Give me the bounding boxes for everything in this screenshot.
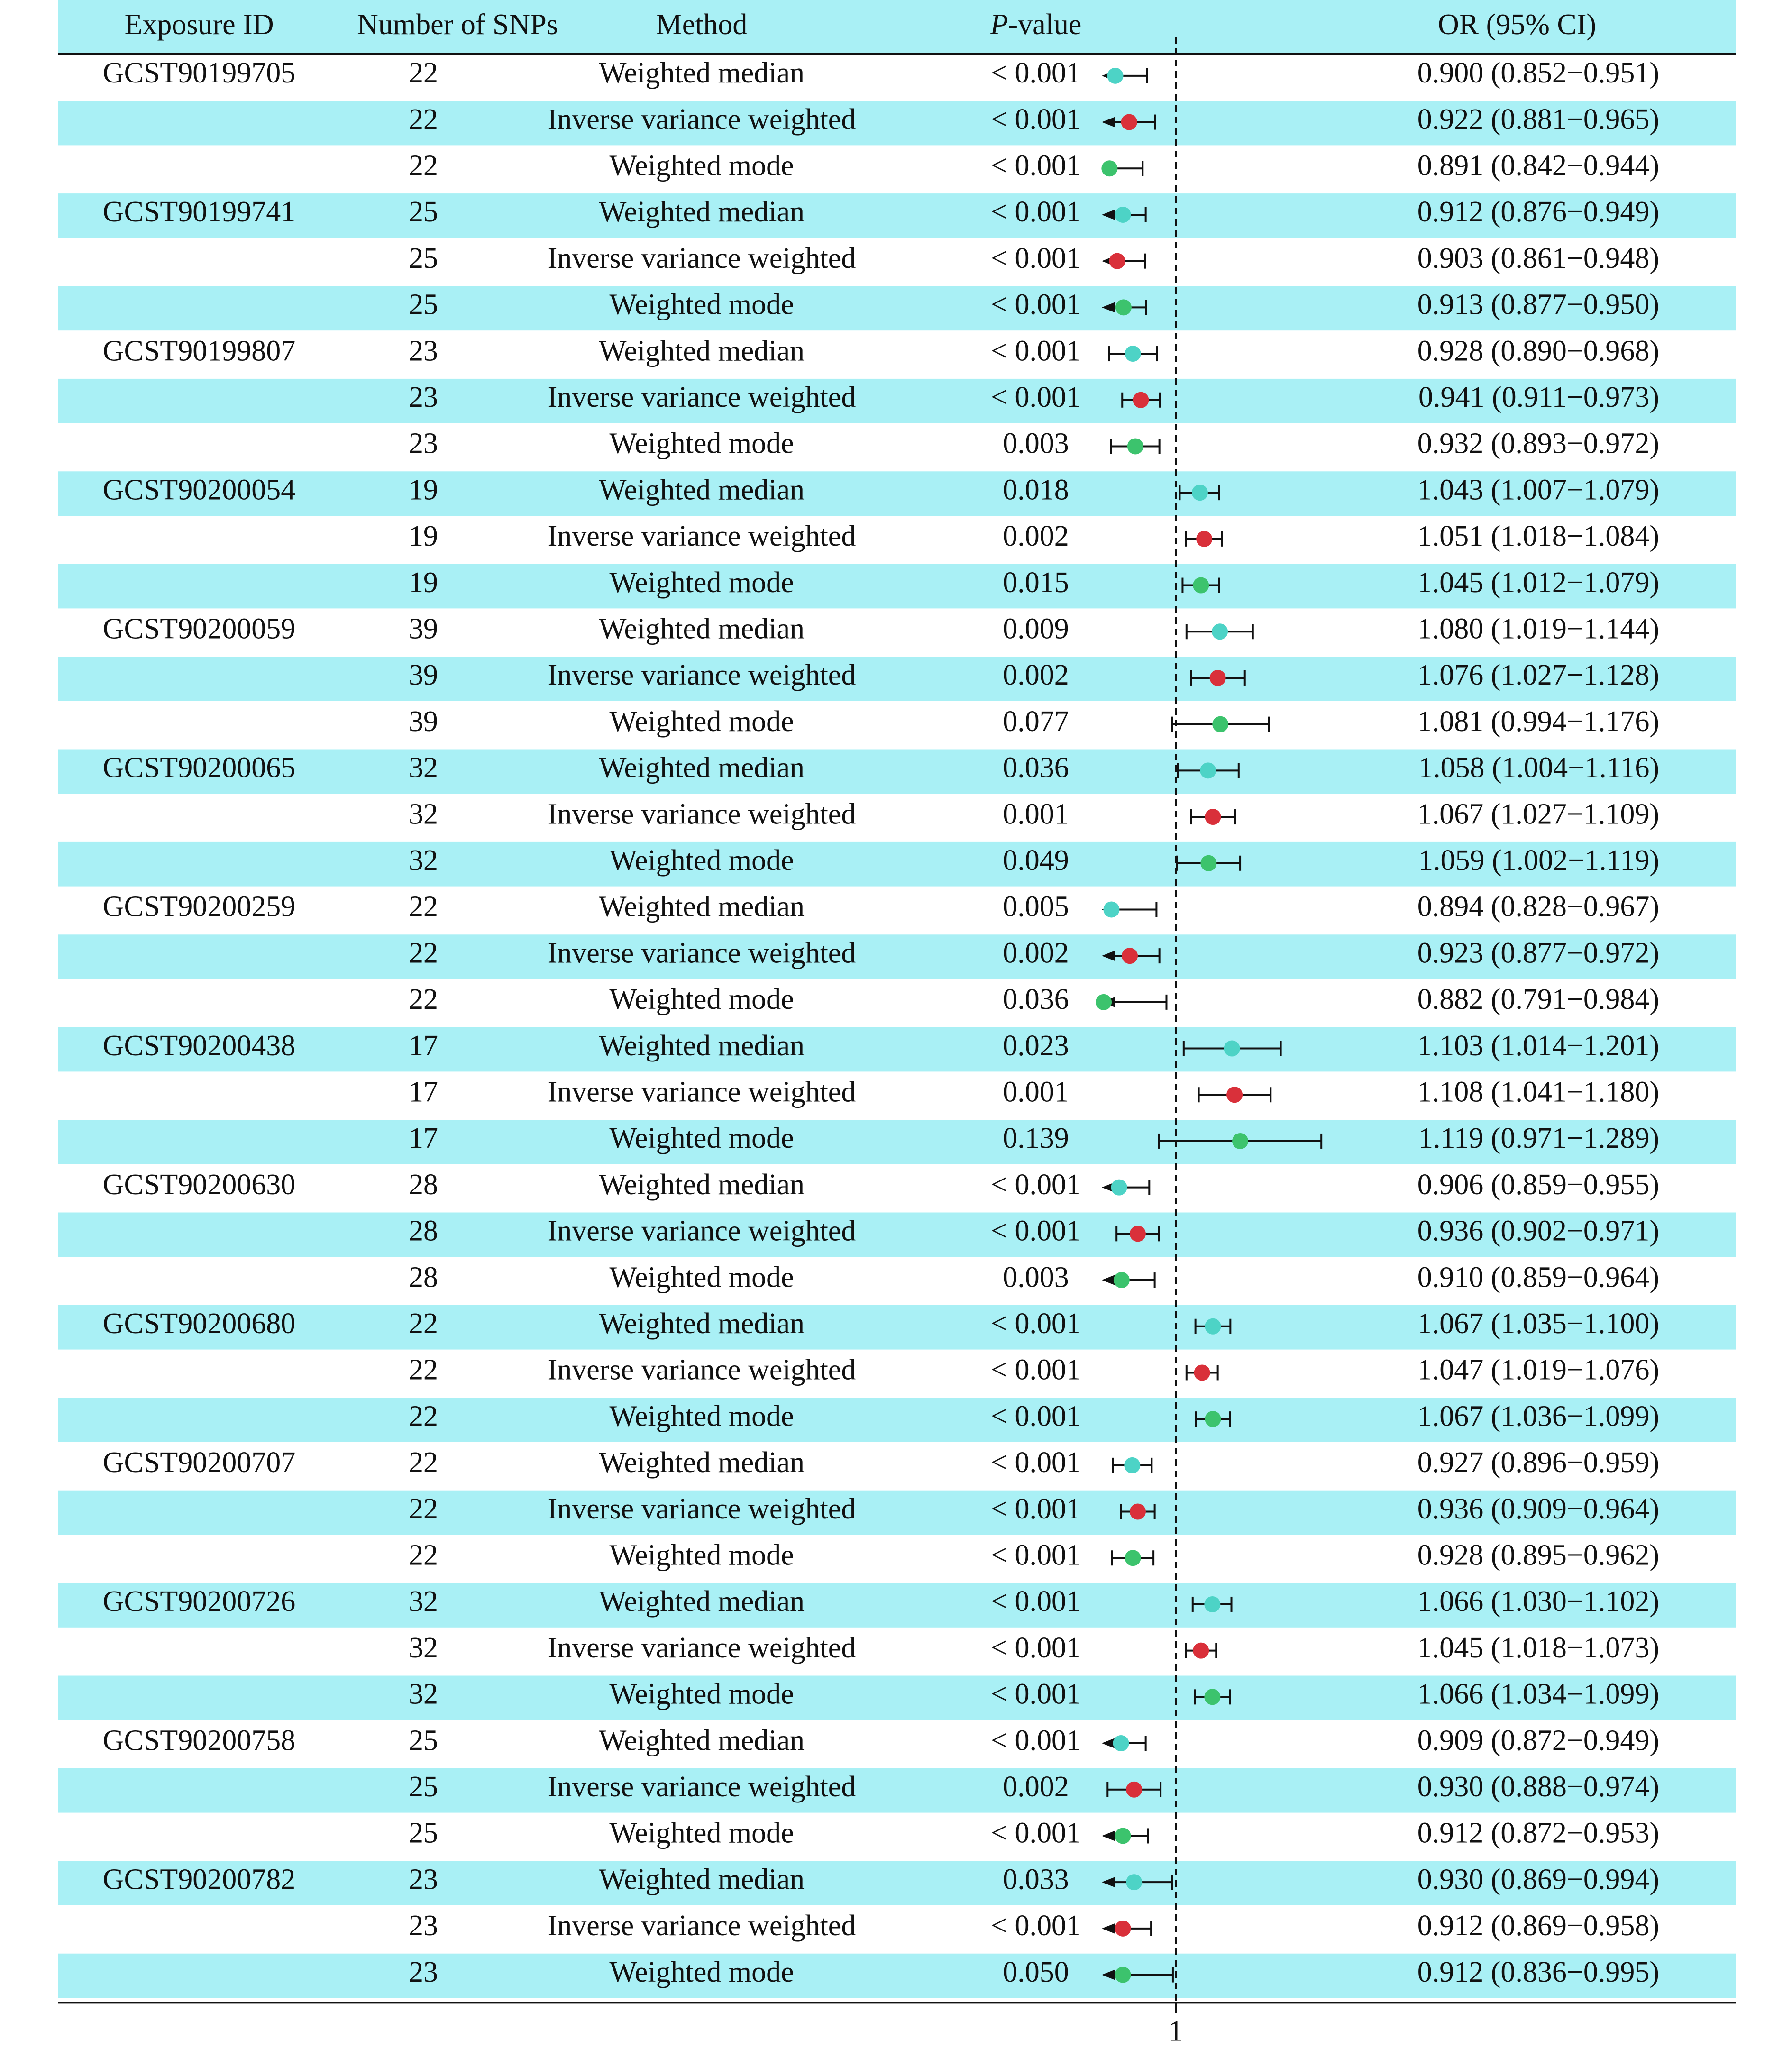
or-ci-label: 1.045 (1.018−1.073) (1417, 1631, 1659, 1664)
or-ci-label: 0.927 (0.896−0.959) (1417, 1446, 1659, 1479)
ci-arrow-left (1102, 1275, 1115, 1285)
p-value-label: < 0.001 (991, 335, 1081, 367)
point-estimate (1115, 1967, 1131, 1983)
method-label: Weighted mode (609, 1678, 794, 1710)
exposure-id-label: GCST90199741 (102, 196, 296, 229)
p-value-label: < 0.001 (991, 288, 1081, 321)
snp-count-label: 25 (409, 242, 438, 274)
point-estimate (1127, 438, 1143, 454)
method-label: Weighted median (598, 474, 805, 506)
point-estimate (1212, 716, 1228, 732)
point-estimate (1130, 1504, 1146, 1520)
or-ci-label: 0.928 (0.890−0.968) (1417, 335, 1659, 367)
or-ci-label: 0.912 (0.872−0.953) (1417, 1817, 1659, 1849)
p-value-label: 0.001 (1003, 798, 1069, 831)
snp-count-label: 32 (409, 1678, 438, 1710)
or-ci-label: 0.941 (0.911−0.973) (1418, 381, 1659, 413)
snp-count-label: 22 (409, 149, 438, 182)
or-ci-label: 1.051 (1.018−1.084) (1417, 520, 1659, 553)
snp-count-label: 23 (409, 335, 438, 367)
or-ci-label: 0.936 (0.902−0.971) (1417, 1215, 1659, 1247)
p-value-label: 0.002 (1003, 659, 1069, 692)
or-ci-label: 1.047 (1.019−1.076) (1417, 1354, 1659, 1386)
or-ci-label: 0.912 (0.869−0.958) (1417, 1910, 1659, 1942)
snp-count-label: 19 (409, 520, 438, 553)
exposure-id-label: GCST90200726 (102, 1585, 296, 1618)
snp-count-label: 32 (409, 798, 438, 831)
snp-count-label: 23 (409, 427, 438, 460)
exposure-id-label: GCST90199705 (102, 57, 296, 90)
or-ci-label: 1.067 (1.036−1.099) (1417, 1400, 1659, 1433)
exposure-id-label: GCST90200065 (102, 751, 296, 784)
point-estimate (1109, 253, 1125, 269)
method-label: Inverse variance weighted (547, 381, 856, 413)
p-value-label: 0.005 (1003, 890, 1069, 923)
snp-count-label: 32 (409, 751, 438, 784)
p-value-label: < 0.001 (991, 1446, 1081, 1479)
or-ci-label: 1.058 (1.004−1.116) (1418, 751, 1659, 784)
or-ci-label: 1.045 (1.012−1.079) (1417, 566, 1659, 599)
snp-count-label: 39 (409, 705, 438, 738)
point-estimate (1103, 901, 1119, 917)
method-label: Weighted median (598, 196, 805, 229)
method-label: Weighted mode (609, 1122, 794, 1155)
snp-count-label: 28 (409, 1168, 438, 1201)
p-value-label: < 0.001 (991, 1168, 1081, 1201)
or-ci-label: 1.066 (1.034−1.099) (1417, 1678, 1659, 1710)
p-value-label: 0.002 (1003, 937, 1069, 970)
method-label: Weighted median (598, 1168, 805, 1201)
method-label: Weighted mode (609, 1956, 794, 1988)
snp-count-label: 19 (409, 474, 438, 506)
ci-arrow-left (1102, 1830, 1115, 1841)
or-ci-label: 1.043 (1.007−1.079) (1417, 474, 1659, 506)
p-value-label: < 0.001 (991, 57, 1081, 90)
exposure-id-label: GCST90200758 (102, 1724, 296, 1757)
p-value-label: < 0.001 (991, 103, 1081, 136)
p-value-label: < 0.001 (991, 1817, 1081, 1849)
or-ci-label: 0.912 (0.876−0.949) (1417, 196, 1659, 229)
point-estimate (1122, 948, 1138, 964)
method-label: Inverse variance weighted (547, 1076, 856, 1108)
snp-count-label: 22 (409, 1446, 438, 1479)
column-header-method: Method (656, 9, 748, 41)
or-ci-label: 0.894 (0.828−0.967) (1417, 890, 1659, 923)
method-label: Weighted median (598, 613, 805, 645)
point-estimate (1204, 1596, 1220, 1612)
method-label: Weighted mode (609, 844, 794, 877)
point-estimate (1126, 1782, 1142, 1798)
or-ci-label: 0.932 (0.893−0.972) (1417, 427, 1659, 460)
p-value-label: 0.023 (1003, 1029, 1069, 1062)
p-value-label: < 0.001 (991, 1307, 1081, 1340)
p-value-label: 0.018 (1003, 474, 1069, 506)
point-estimate (1224, 1041, 1240, 1057)
column-header-number-of-snps: Number of SNPs (357, 9, 558, 41)
method-label: Weighted median (598, 1585, 805, 1618)
method-label: Weighted mode (609, 288, 794, 321)
method-label: Inverse variance weighted (547, 103, 856, 136)
point-estimate (1232, 1133, 1248, 1149)
snp-count-label: 25 (409, 288, 438, 321)
snp-count-label: 17 (409, 1122, 438, 1155)
p-value-label: < 0.001 (991, 1215, 1081, 1247)
or-ci-label: 0.906 (0.859−0.955) (1417, 1168, 1659, 1201)
method-label: Inverse variance weighted (547, 1215, 856, 1247)
point-estimate (1115, 1828, 1131, 1844)
method-label: Weighted mode (609, 983, 794, 1016)
snp-count-label: 22 (409, 57, 438, 90)
point-estimate (1125, 1550, 1141, 1566)
or-ci-label: 1.067 (1.027−1.109) (1417, 798, 1659, 831)
x-axis-tick-label: 1 (1168, 2015, 1183, 2048)
p-value-label: < 0.001 (991, 1539, 1081, 1572)
snp-count-label: 25 (409, 196, 438, 229)
method-label: Weighted median (598, 890, 805, 923)
point-estimate (1130, 1226, 1146, 1242)
exposure-id-label: GCST90200680 (102, 1307, 296, 1340)
method-label: Inverse variance weighted (547, 1770, 856, 1803)
snp-count-label: 22 (409, 1307, 438, 1340)
snp-count-label: 22 (409, 1354, 438, 1386)
point-estimate (1107, 68, 1124, 84)
or-ci-label: 0.900 (0.852−0.951) (1417, 57, 1659, 90)
p-value-label: < 0.001 (991, 1492, 1081, 1525)
or-ci-label: 1.059 (1.002−1.119) (1418, 844, 1659, 877)
or-ci-label: 1.108 (1.041−1.180) (1417, 1076, 1659, 1108)
point-estimate (1193, 577, 1209, 594)
or-ci-label: 1.076 (1.027−1.128) (1417, 659, 1659, 692)
or-ci-label: 0.891 (0.842−0.944) (1417, 149, 1659, 182)
p-value-label: 0.050 (1003, 1956, 1069, 1988)
p-value-label: 0.001 (1003, 1076, 1069, 1108)
p-value-label: 0.002 (1003, 1770, 1069, 1803)
p-value-label: 0.033 (1003, 1863, 1069, 1896)
point-estimate (1111, 1180, 1127, 1196)
column-header-exposure-id: Exposure ID (124, 9, 274, 41)
snp-count-label: 22 (409, 1492, 438, 1525)
method-label: Weighted median (598, 1863, 805, 1896)
point-estimate (1126, 1874, 1142, 1890)
snp-count-label: 25 (409, 1724, 438, 1757)
point-estimate (1226, 1087, 1243, 1103)
method-label: Inverse variance weighted (547, 242, 856, 274)
point-estimate (1193, 1643, 1209, 1659)
exposure-id-label: GCST90200630 (102, 1168, 296, 1201)
or-ci-label: 0.923 (0.877−0.972) (1417, 937, 1659, 970)
point-estimate (1115, 299, 1132, 315)
exposure-id-label: GCST90200782 (102, 1863, 296, 1896)
method-label: Weighted mode (609, 427, 794, 460)
point-estimate (1194, 1364, 1210, 1381)
method-label: Inverse variance weighted (547, 1631, 856, 1664)
method-label: Weighted mode (609, 1261, 794, 1294)
exposure-id-label: GCST90199807 (102, 335, 296, 367)
method-label: Weighted median (598, 751, 805, 784)
snp-count-label: 17 (409, 1076, 438, 1108)
or-ci-label: 0.913 (0.877−0.950) (1417, 288, 1659, 321)
or-ci-label: 0.928 (0.895−0.962) (1417, 1539, 1659, 1572)
p-value-label: < 0.001 (991, 1678, 1081, 1710)
snp-count-label: 17 (409, 1029, 438, 1062)
or-ci-label: 1.067 (1.035−1.100) (1417, 1307, 1659, 1340)
method-label: Inverse variance weighted (547, 937, 856, 970)
method-label: Weighted median (598, 57, 805, 90)
p-value-label: < 0.001 (991, 242, 1081, 274)
snp-count-label: 23 (409, 1910, 438, 1942)
or-ci-label: 0.922 (0.881−0.965) (1417, 103, 1659, 136)
or-ci-label: 0.930 (0.869−0.994) (1417, 1863, 1659, 1896)
p-value-label: < 0.001 (991, 149, 1081, 182)
column-header-p-value (990, 9, 1082, 41)
method-label: Weighted median (598, 1029, 805, 1062)
or-ci-label: 1.103 (1.014−1.201) (1417, 1029, 1659, 1062)
snp-count-label: 22 (409, 890, 438, 923)
or-ci-label: 0.903 (0.861−0.948) (1417, 242, 1659, 274)
or-ci-label: 0.882 (0.791−0.984) (1417, 983, 1659, 1016)
snp-count-label: 32 (409, 844, 438, 877)
p-value-label: 0.003 (1003, 427, 1069, 460)
snp-count-label: 22 (409, 983, 438, 1016)
point-estimate (1210, 670, 1226, 686)
exposure-id-label: GCST90200707 (102, 1446, 296, 1479)
p-value-label: 0.003 (1003, 1261, 1069, 1294)
p-value-label: < 0.001 (991, 381, 1081, 413)
method-label: Weighted median (598, 1446, 805, 1479)
snp-count-label: 23 (409, 381, 438, 413)
exposure-id-label: GCST90200054 (102, 474, 296, 506)
p-value-header-rest: -value (1008, 9, 1082, 41)
or-ci-label: 1.080 (1.019−1.144) (1417, 613, 1659, 645)
or-ci-label: 1.066 (1.030−1.102) (1417, 1585, 1659, 1618)
method-label: Weighted median (598, 1724, 805, 1757)
exposure-id-label: GCST90200259 (102, 890, 296, 923)
point-estimate (1113, 1735, 1129, 1751)
method-label: Weighted mode (609, 149, 794, 182)
method-label: Inverse variance weighted (547, 798, 856, 831)
p-value-label: 0.009 (1003, 613, 1069, 645)
point-estimate (1200, 762, 1216, 778)
p-value-label: 0.002 (1003, 520, 1069, 553)
or-ci-label: 0.912 (0.836−0.995) (1417, 1956, 1659, 1988)
or-ci-label: 1.081 (0.994−1.176) (1417, 705, 1659, 738)
p-value-label: < 0.001 (991, 1724, 1081, 1757)
snp-count-label: 19 (409, 566, 438, 599)
p-value-label: < 0.001 (991, 196, 1081, 229)
p-value-label: 0.049 (1003, 844, 1069, 877)
point-estimate (1205, 1411, 1221, 1427)
snp-count-label: 32 (409, 1631, 438, 1664)
or-ci-label: 0.909 (0.872−0.949) (1417, 1724, 1659, 1757)
snp-count-label: 22 (409, 1539, 438, 1572)
method-label: Inverse variance weighted (547, 1354, 856, 1386)
point-estimate (1205, 1318, 1221, 1335)
method-label: Weighted mode (609, 1817, 794, 1849)
snp-count-label: 22 (409, 1400, 438, 1433)
ci-arrow-left (1102, 1923, 1115, 1934)
snp-count-label: 39 (409, 613, 438, 645)
point-estimate (1196, 531, 1212, 547)
p-value-label: < 0.001 (991, 1400, 1081, 1433)
method-label: Inverse variance weighted (547, 659, 856, 692)
method-label: Inverse variance weighted (547, 1910, 856, 1942)
point-estimate (1124, 1457, 1140, 1473)
p-value-label: 0.077 (1003, 705, 1069, 738)
point-estimate (1101, 160, 1117, 176)
p-value-header-italic: P (990, 9, 1008, 41)
snp-count-label: 25 (409, 1770, 438, 1803)
snp-count-label: 23 (409, 1863, 438, 1896)
method-label: Weighted mode (609, 1400, 794, 1433)
method-label: Weighted mode (609, 566, 794, 599)
or-ci-label: 0.910 (0.859−0.964) (1417, 1261, 1659, 1294)
point-estimate (1192, 485, 1208, 501)
exposure-id-label: GCST90200438 (102, 1029, 296, 1062)
p-value-label: 0.036 (1003, 983, 1069, 1016)
exposure-id-label: GCST90200059 (102, 613, 296, 645)
method-label: Weighted mode (609, 1539, 794, 1572)
method-label: Inverse variance weighted (547, 520, 856, 553)
point-estimate (1114, 1272, 1130, 1288)
p-value-label: 0.036 (1003, 751, 1069, 784)
p-value-label: < 0.001 (991, 1585, 1081, 1618)
snp-count-label: 28 (409, 1215, 438, 1247)
p-value-label: < 0.001 (991, 1354, 1081, 1386)
or-ci-label: 0.936 (0.909−0.964) (1417, 1492, 1659, 1525)
method-label: Weighted median (598, 335, 805, 367)
point-estimate (1125, 346, 1141, 362)
method-label: Inverse variance weighted (547, 1492, 856, 1525)
p-value-label: < 0.001 (991, 1910, 1081, 1942)
snp-count-label: 32 (409, 1585, 438, 1618)
point-estimate (1212, 623, 1228, 640)
point-estimate (1096, 994, 1112, 1010)
method-label: Weighted mode (609, 705, 794, 738)
snp-count-label: 23 (409, 1956, 438, 1988)
point-estimate (1204, 1689, 1220, 1705)
or-ci-label: 0.930 (0.888−0.974) (1417, 1770, 1659, 1803)
point-estimate (1121, 114, 1137, 130)
or-ci-label: 1.119 (0.971−1.289) (1418, 1122, 1659, 1155)
snp-count-label: 39 (409, 659, 438, 692)
point-estimate (1205, 809, 1221, 825)
snp-count-label: 22 (409, 103, 438, 136)
p-value-label: < 0.001 (991, 1631, 1081, 1664)
snp-count-label: 28 (409, 1261, 438, 1294)
method-label: Weighted median (598, 1307, 805, 1340)
p-value-label: 0.139 (1003, 1122, 1069, 1155)
point-estimate (1133, 392, 1149, 408)
point-estimate (1115, 1921, 1131, 1937)
point-estimate (1200, 855, 1216, 871)
point-estimate (1115, 207, 1131, 223)
snp-count-label: 25 (409, 1817, 438, 1849)
snp-count-label: 22 (409, 937, 438, 970)
p-value-label: 0.015 (1003, 566, 1069, 599)
column-header-or-ci: OR (95% CI) (1437, 9, 1597, 41)
